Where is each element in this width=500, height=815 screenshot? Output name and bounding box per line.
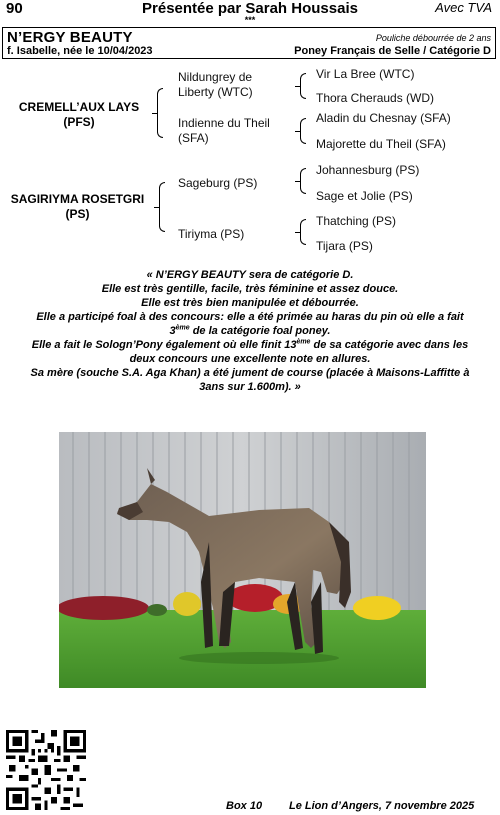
horse-info-box bbox=[2, 27, 496, 59]
remarks-line: Elle est très bien manipulée et débourrée. bbox=[141, 297, 359, 309]
pedigree-sd-dam: Majorette du Theil (SFA) bbox=[316, 137, 446, 151]
pedigree-ss-sire: Vir La Bree (WTC) bbox=[316, 67, 415, 81]
remarks-line: « N’ERGY BEAUTY sera de catégorie D. bbox=[146, 269, 354, 281]
pedigree-sd-sire: Aladin du Chesnay (SFA) bbox=[316, 111, 451, 125]
pedigree-dd-sire: Thatching (PS) bbox=[316, 214, 397, 228]
dam-breed: (PS) bbox=[65, 207, 90, 221]
bracket-sire bbox=[157, 88, 163, 138]
pedigree-dam bbox=[0, 192, 155, 222]
presented-by: Présentée par Sarah Houssais bbox=[142, 0, 358, 17]
pedigree-ds-sire: Johannesburg (PS) bbox=[316, 163, 420, 177]
place-date: Le Lion d’Angers, 7 novembre 2025 bbox=[289, 800, 475, 812]
pedigree-ds-dam: Sage et Jolie (PS) bbox=[316, 189, 413, 203]
pedigree-dam-sire: Sageburg (PS) bbox=[178, 176, 258, 190]
box-number: Box 10 bbox=[226, 800, 263, 812]
remarks-line: Elle a fait le Sologn’Pony également où elle finit 13ème de sa catégorie avec dans les bbox=[31, 338, 469, 351]
qr-code[interactable] bbox=[6, 730, 86, 810]
bracket-sd bbox=[300, 118, 306, 144]
remarks-line: Elle est très gentille, facile, très féminine et assez douce. bbox=[101, 283, 399, 295]
remarks-line: Elle a participé foal à des concours: elle a été primée au haras du pin où elle a fait bbox=[36, 311, 464, 323]
sire-name: CREMELL’AUX LAYS bbox=[18, 100, 140, 114]
remarks-line: 3ans sur 1.600m). » bbox=[199, 381, 301, 393]
horse-photo bbox=[59, 432, 426, 688]
horse-status: Pouliche débourrée de 2 ans bbox=[375, 33, 491, 43]
bracket-dd bbox=[300, 219, 306, 245]
remarks-line: 3ème de la catégorie foal poney. bbox=[169, 324, 331, 337]
remarks-line: deux concours une excellente note en allures. bbox=[129, 353, 371, 365]
tax-note: Avec TVA bbox=[435, 0, 492, 15]
horse-sex-birth: f. Isabelle, née le 10/04/2023 bbox=[7, 45, 153, 57]
bracket-ds bbox=[300, 168, 306, 194]
pedigree-dam-dam: Tiriyma (PS) bbox=[178, 227, 245, 241]
horse-breed-category: Poney Français de Selle / Catégorie D bbox=[294, 45, 491, 57]
lot-number: 90 bbox=[6, 0, 23, 17]
bracket-ss bbox=[300, 73, 306, 99]
pedigree-sire-dam: Indienne du Theil (SFA) bbox=[178, 116, 270, 145]
pedigree-sire-sire: Nildungrey de Liberty (WTC) bbox=[178, 70, 253, 99]
sire-breed: (PFS) bbox=[63, 115, 95, 129]
remarks-block bbox=[0, 268, 500, 394]
pedigree-sire bbox=[4, 100, 154, 130]
dam-name: SAGIRIYMA ROSETGRI bbox=[10, 192, 145, 206]
pedigree-dd-dam: Tijara (PS) bbox=[316, 239, 373, 253]
horse-name: N’ERGY BEAUTY bbox=[7, 29, 133, 46]
pedigree-ss-dam: Thora Cherauds (WD) bbox=[316, 91, 435, 105]
bracket-dam bbox=[159, 182, 165, 232]
separator: *** bbox=[244, 15, 256, 25]
remarks-line: Sa mère (souche S.A. Aga Khan) a été jument de course (placée à Maisons-Laffitte à bbox=[30, 367, 470, 379]
